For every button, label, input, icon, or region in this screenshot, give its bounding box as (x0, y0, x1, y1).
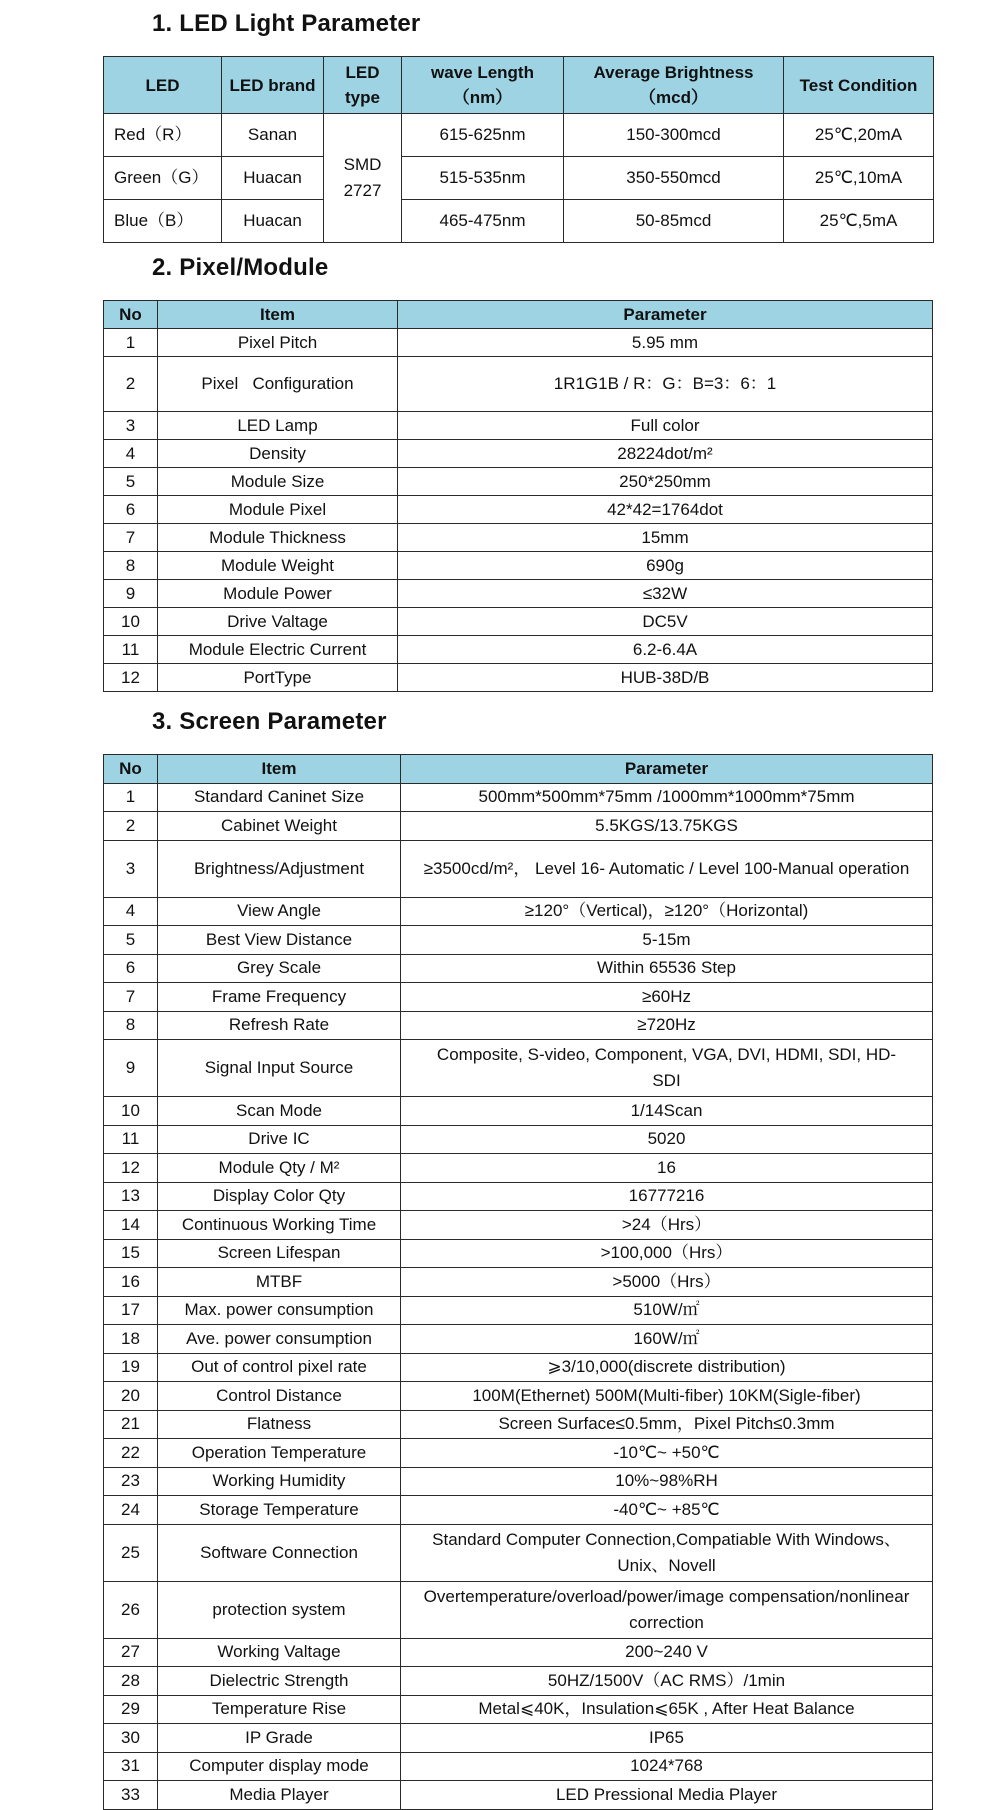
row-number-cell: 7 (104, 983, 158, 1012)
table-header-row (104, 57, 934, 114)
parameter-cell: 6.2-6.4A (398, 636, 933, 664)
parameter-cell: ≥720Hz (401, 1011, 933, 1040)
item-cell: Refresh Rate (158, 1011, 401, 1040)
table-row (104, 114, 934, 157)
table-row (104, 496, 933, 524)
item-cell: Temperature Rise (158, 1695, 401, 1724)
item-cell: Max. power consumption (158, 1296, 401, 1325)
table-row (104, 1011, 933, 1040)
table-row (104, 1781, 933, 1810)
item-cell: Pixel Pitch (158, 329, 398, 357)
table-row (104, 1325, 933, 1354)
parameter-cell: Full color (398, 412, 933, 440)
row-number-cell: 16 (104, 1268, 158, 1297)
parameter-cell: 42*42=1764dot (398, 496, 933, 524)
row-number-cell: 11 (104, 636, 158, 664)
header-no: No (104, 301, 158, 329)
item-cell: Drive Valtage (158, 608, 398, 636)
table-row (104, 1268, 933, 1297)
row-number-cell: 3 (104, 412, 158, 440)
row-number-cell: 10 (104, 1097, 158, 1126)
table-row (104, 1667, 933, 1696)
table-row (104, 1296, 933, 1325)
row-number-cell: 1 (104, 783, 158, 812)
table-row (104, 1581, 933, 1638)
row-number-cell: 31 (104, 1752, 158, 1781)
row-number-cell: 19 (104, 1353, 158, 1382)
item-cell: Signal Input Source (158, 1040, 401, 1097)
row-number-cell: 7 (104, 524, 158, 552)
table-row (104, 157, 934, 200)
parameter-cell: Within 65536 Step (401, 954, 933, 983)
row-number-cell: 25 (104, 1524, 158, 1581)
header-led-brand: LED brand (222, 57, 324, 114)
wave-length-cell: 515-535nm (402, 157, 564, 200)
table-row (104, 1097, 933, 1126)
row-number-cell: 12 (104, 1154, 158, 1183)
led-brand-cell: Huacan (222, 200, 324, 243)
item-cell: Cabinet Weight (158, 812, 401, 841)
parameter-cell: 100M(Ethernet) 500M(Multi-fiber) 10KM(Sigle-fiber) (401, 1382, 933, 1411)
header-wave-length: wave Length （nm） (402, 57, 564, 114)
item-cell: Scan Mode (158, 1097, 401, 1126)
section3-title: 3. Screen Parameter (152, 708, 387, 735)
table-row (104, 1239, 933, 1268)
parameter-cell: ≤32W (398, 580, 933, 608)
parameter-cell: 1/14Scan (401, 1097, 933, 1126)
table-row (104, 1211, 933, 1240)
wave-length-cell: 615-625nm (402, 114, 564, 157)
table-row (104, 1496, 933, 1525)
table-row (104, 1695, 933, 1724)
header-parameter: Parameter (401, 755, 933, 784)
table-row (104, 1638, 933, 1667)
item-cell: Dielectric Strength (158, 1667, 401, 1696)
row-number-cell: 9 (104, 1040, 158, 1097)
table-row (104, 812, 933, 841)
row-number-cell: 20 (104, 1382, 158, 1411)
table-row (104, 783, 933, 812)
item-cell: Module Weight (158, 552, 398, 580)
item-cell: LED Lamp (158, 412, 398, 440)
header-led: LED (104, 57, 222, 114)
table-row (104, 954, 933, 983)
parameter-cell: HUB-38D/B (398, 664, 933, 692)
row-number-cell: 17 (104, 1296, 158, 1325)
row-number-cell: 28 (104, 1667, 158, 1696)
parameter-cell: 16777216 (401, 1182, 933, 1211)
row-number-cell: 29 (104, 1695, 158, 1724)
item-cell: Ave. power consumption (158, 1325, 401, 1354)
table-row (104, 1182, 933, 1211)
table-row (104, 1382, 933, 1411)
table-row (104, 1125, 933, 1154)
item-cell: Control Distance (158, 1382, 401, 1411)
table-row (104, 664, 933, 692)
parameter-cell: Screen Surface≤0.5mm，Pixel Pitch≤0.3mm (401, 1410, 933, 1439)
parameter-cell: 690g (398, 552, 933, 580)
parameter-cell: >5000（Hrs） (401, 1268, 933, 1297)
header-no: No (104, 755, 158, 784)
item-cell: Frame Frequency (158, 983, 401, 1012)
row-number-cell: 9 (104, 580, 158, 608)
item-cell: Standard Caninet Size (158, 783, 401, 812)
table-row (104, 983, 933, 1012)
item-cell: Flatness (158, 1410, 401, 1439)
item-cell: Drive IC (158, 1125, 401, 1154)
parameter-cell: 5020 (401, 1125, 933, 1154)
header-item: Item (158, 755, 401, 784)
table-header-row (104, 301, 933, 329)
header-average-brightness: Average Brightness （mcd） (564, 57, 784, 114)
led-type-cell: SMD 2727 (324, 114, 402, 243)
table-row (104, 1724, 933, 1753)
item-cell: MTBF (158, 1268, 401, 1297)
parameter-cell: IP65 (401, 1724, 933, 1753)
parameter-cell: ⩾3/10,000(discrete distribution) (401, 1353, 933, 1382)
led-brand-cell: Huacan (222, 157, 324, 200)
row-number-cell: 23 (104, 1467, 158, 1496)
section1-title: 1. LED Light Parameter (152, 10, 421, 37)
parameter-cell: 510W/㎡ (401, 1296, 933, 1325)
test-condition-cell: 25℃,10mA (784, 157, 934, 200)
test-condition-cell: 25℃,20mA (784, 114, 934, 157)
parameter-cell: Overtemperature/overload/power/image compensation/nonlinear correction (401, 1581, 933, 1638)
parameter-cell: >24（Hrs） (401, 1211, 933, 1240)
table-row (104, 1752, 933, 1781)
row-number-cell: 5 (104, 926, 158, 955)
parameter-cell: -10℃~ +50℃ (401, 1439, 933, 1468)
parameter-cell: 500mm*500mm*75mm /1000mm*1000mm*75mm (401, 783, 933, 812)
parameter-cell: 28224dot/m² (398, 440, 933, 468)
screen-parameter-table (103, 754, 933, 1810)
item-cell: Module Pixel (158, 496, 398, 524)
brightness-cell: 150-300mcd (564, 114, 784, 157)
row-number-cell: 26 (104, 1581, 158, 1638)
led-color-cell: Green（G） (104, 157, 222, 200)
table-row (104, 926, 933, 955)
pixel-module-table (103, 300, 933, 692)
table-row (104, 1524, 933, 1581)
row-number-cell: 4 (104, 897, 158, 926)
parameter-cell: Composite, S-video, Component, VGA, DVI, HDMI, SDI, HD-SDI (401, 1040, 933, 1097)
item-cell: PortType (158, 664, 398, 692)
parameter-cell: -40℃~ +85℃ (401, 1496, 933, 1525)
parameter-cell: 250*250mm (398, 468, 933, 496)
row-number-cell: 8 (104, 552, 158, 580)
table-row (104, 468, 933, 496)
row-number-cell: 13 (104, 1182, 158, 1211)
item-cell: Continuous Working Time (158, 1211, 401, 1240)
row-number-cell: 6 (104, 496, 158, 524)
item-cell: protection system (158, 1581, 401, 1638)
row-number-cell: 33 (104, 1781, 158, 1810)
table-row (104, 608, 933, 636)
parameter-cell: DC5V (398, 608, 933, 636)
item-cell: Display Color Qty (158, 1182, 401, 1211)
parameter-cell: LED Pressional Media Player (401, 1781, 933, 1810)
parameter-cell: >100,000（Hrs） (401, 1239, 933, 1268)
header-test-condition: Test Condition (784, 57, 934, 114)
item-cell: Out of control pixel rate (158, 1353, 401, 1382)
parameter-cell: ≥120°（Vertical)，≥120°（Horizontal) (401, 897, 933, 926)
parameter-cell: 1R1G1B / R：G：B=3：6：1 (398, 357, 933, 412)
item-cell: Module Electric Current (158, 636, 398, 664)
table-row (104, 1154, 933, 1183)
parameter-cell: ≥3500cd/m²， Level 16- Automatic / Level 100-Manual operation (401, 840, 933, 897)
row-number-cell: 8 (104, 1011, 158, 1040)
parameter-cell: 200~240 V (401, 1638, 933, 1667)
table-row (104, 357, 933, 412)
brightness-cell: 350-550mcd (564, 157, 784, 200)
table-row (104, 200, 934, 243)
item-cell: Operation Temperature (158, 1439, 401, 1468)
item-cell: Module Thickness (158, 524, 398, 552)
parameter-cell: 15mm (398, 524, 933, 552)
row-number-cell: 3 (104, 840, 158, 897)
led-color-cell: Blue（B） (104, 200, 222, 243)
item-cell: Grey Scale (158, 954, 401, 983)
parameter-cell: Standard Computer Connection,Compatiable With Windows、Unix、Novell (401, 1524, 933, 1581)
table-row (104, 1467, 933, 1496)
item-cell: Media Player (158, 1781, 401, 1810)
row-number-cell: 2 (104, 812, 158, 841)
row-number-cell: 12 (104, 664, 158, 692)
row-number-cell: 15 (104, 1239, 158, 1268)
parameter-cell: 16 (401, 1154, 933, 1183)
row-number-cell: 27 (104, 1638, 158, 1667)
table-row (104, 1410, 933, 1439)
parameter-cell: 10%~98%RH (401, 1467, 933, 1496)
table-row (104, 580, 933, 608)
led-color-cell: Red（R） (104, 114, 222, 157)
row-number-cell: 1 (104, 329, 158, 357)
wave-length-cell: 465-475nm (402, 200, 564, 243)
parameter-cell: 5-15m (401, 926, 933, 955)
item-cell: Best View Distance (158, 926, 401, 955)
item-cell: Brightness/Adjustment (158, 840, 401, 897)
item-cell: Working Humidity (158, 1467, 401, 1496)
item-cell: Module Qty / M² (158, 1154, 401, 1183)
row-number-cell: 2 (104, 357, 158, 412)
test-condition-cell: 25℃,5mA (784, 200, 934, 243)
header-led-type: LED type (324, 57, 402, 114)
row-number-cell: 18 (104, 1325, 158, 1354)
table-row (104, 636, 933, 664)
table-row (104, 552, 933, 580)
section2-title: 2. Pixel/Module (152, 254, 329, 281)
led-light-parameter-table (103, 56, 934, 243)
parameter-cell: 5.5KGS/13.75KGS (401, 812, 933, 841)
parameter-cell: 5.95 mm (398, 329, 933, 357)
parameter-cell: Metal⩽40K，Insulation⩽65K , After Heat Balance (401, 1695, 933, 1724)
table-row (104, 1040, 933, 1097)
item-cell: Module Power (158, 580, 398, 608)
parameter-cell: 50HZ/1500V（AC RMS）/1min (401, 1667, 933, 1696)
item-cell: Working Valtage (158, 1638, 401, 1667)
item-cell: Storage Temperature (158, 1496, 401, 1525)
table-row (104, 1353, 933, 1382)
table-row (104, 329, 933, 357)
row-number-cell: 6 (104, 954, 158, 983)
brightness-cell: 50-85mcd (564, 200, 784, 243)
parameter-cell: 160W/㎡ (401, 1325, 933, 1354)
row-number-cell: 4 (104, 440, 158, 468)
item-cell: Module Size (158, 468, 398, 496)
row-number-cell: 5 (104, 468, 158, 496)
table-row (104, 897, 933, 926)
row-number-cell: 30 (104, 1724, 158, 1753)
parameter-cell: ≥60Hz (401, 983, 933, 1012)
table-header-row (104, 755, 933, 784)
item-cell: Software Connection (158, 1524, 401, 1581)
item-cell: Screen Lifespan (158, 1239, 401, 1268)
row-number-cell: 24 (104, 1496, 158, 1525)
item-cell: View Angle (158, 897, 401, 926)
table-row (104, 524, 933, 552)
header-item: Item (158, 301, 398, 329)
item-cell: Density (158, 440, 398, 468)
table-row (104, 1439, 933, 1468)
item-cell: Computer display mode (158, 1752, 401, 1781)
table-row (104, 840, 933, 897)
item-cell: IP Grade (158, 1724, 401, 1753)
led-brand-cell: Sanan (222, 114, 324, 157)
row-number-cell: 21 (104, 1410, 158, 1439)
row-number-cell: 14 (104, 1211, 158, 1240)
header-parameter: Parameter (398, 301, 933, 329)
table-row (104, 412, 933, 440)
row-number-cell: 11 (104, 1125, 158, 1154)
row-number-cell: 10 (104, 608, 158, 636)
table-row (104, 440, 933, 468)
parameter-cell: 1024*768 (401, 1752, 933, 1781)
item-cell: Pixel Configuration (158, 357, 398, 412)
row-number-cell: 22 (104, 1439, 158, 1468)
